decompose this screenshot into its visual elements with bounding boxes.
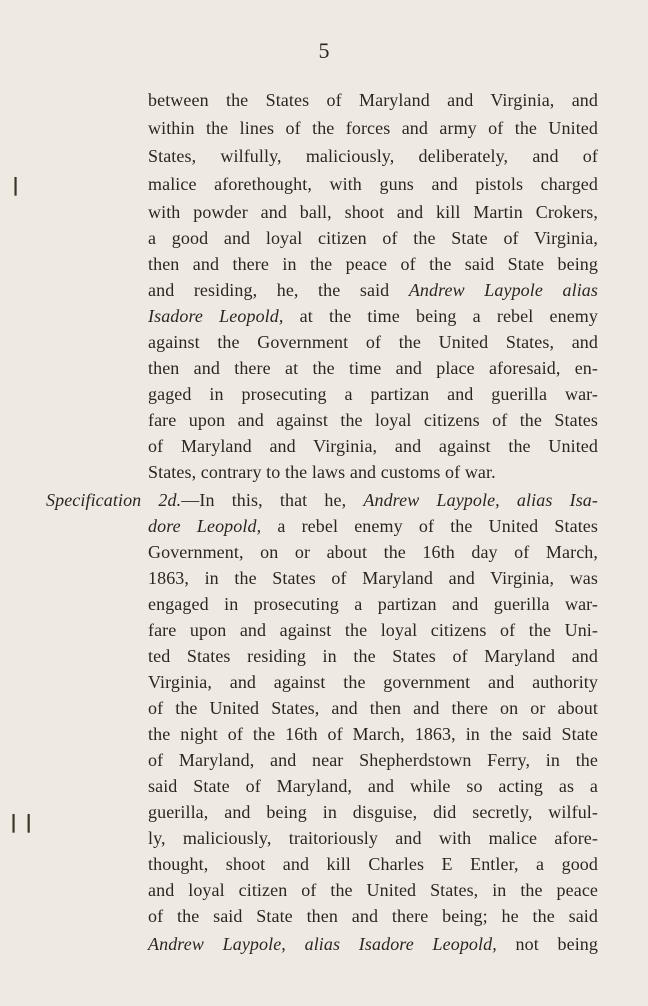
text-line: of Maryland and Virginia, and against the United	[148, 436, 598, 456]
text-line: malice aforethought, with guns and pistols charged	[148, 174, 598, 194]
text-line: gaged in prosecuting a partizan and guerilla war-	[148, 384, 598, 404]
text-line: of the United States, and then and there on or about	[148, 698, 598, 718]
text-line: engaged in prosecuting a partizan and guerilla war-	[148, 594, 598, 614]
text-line: ted States residing in the States of Maryland and	[148, 646, 598, 666]
specification-label: Specification 2d.	[46, 490, 182, 510]
defendant-name: Andrew Laypole alias	[408, 280, 598, 300]
text-line: 1863, in the States of Maryland and Virginia, was	[148, 568, 598, 588]
text-line	[148, 932, 598, 956]
text-line: the night of the 16th of March, 1863, in the said State	[148, 724, 598, 744]
text-line: fare upon and against the loyal citizens of the Uni-	[148, 620, 598, 640]
text-line: and loyal citizen of the United States, in the peace	[148, 880, 598, 900]
text-segment: —In this, that he,	[181, 490, 364, 510]
text-line: said State of Maryland, and while so acting as a	[148, 776, 598, 796]
text-line	[148, 514, 598, 538]
text-line: of Maryland, and near Shepherdstown Ferry, in the	[148, 750, 598, 770]
text-line	[148, 304, 598, 328]
text-segment: at the time being a rebel enemy	[283, 306, 598, 326]
specification-heading-line	[46, 488, 598, 512]
margin-mark-bottom: ❘❘	[6, 812, 37, 832]
margin-mark-top: ❘	[8, 175, 24, 195]
text-line: between the States of Maryland and Virginia, and	[148, 90, 598, 110]
text-line: against the Government of the United States, and	[148, 332, 598, 352]
text-line: then and there in the peace of the said State being	[148, 254, 598, 274]
defendant-name: Andrew Laypole, alias Isadore Leopold,	[148, 934, 497, 954]
text-line: Virginia, and against the government and authority	[148, 672, 598, 692]
text-line: of the said State then and there being; he the said	[148, 906, 598, 926]
defendant-alias: Isadore Leopold,	[148, 306, 284, 326]
defendant-name: Andrew Laypole, alias Isa-	[363, 490, 598, 510]
text-line: guerilla, and being in disguise, did secretly, wilful-	[148, 802, 598, 822]
defendant-alias: dore Leopold,	[148, 516, 262, 536]
page-number: 5	[318, 38, 330, 63]
text-line: a good and loyal citizen of the State of Virginia,	[148, 228, 598, 248]
text-line: ly, maliciously, traitoriously and with malice afore-	[148, 828, 598, 848]
text-line: fare upon and against the loyal citizens of the States	[148, 410, 598, 430]
text-line	[148, 278, 598, 302]
text-line: States, contrary to the laws and customs of war.	[148, 462, 496, 482]
text-line: then and there at the time and place aforesaid, en-	[148, 358, 598, 378]
text-line: States, wilfully, maliciously, deliberately, and of	[148, 146, 598, 166]
text-line: Government, on or about the 16th day of March,	[148, 542, 598, 562]
text-line: with powder and ball, shoot and kill Martin Crokers,	[148, 202, 598, 222]
text-segment: and residing, he, the said	[148, 280, 409, 300]
text-line: within the lines of the forces and army of the United	[148, 118, 598, 138]
text-line: thought, shoot and kill Charles E Entler, a good	[148, 854, 598, 874]
text-segment: not being	[496, 934, 599, 954]
text-segment: a rebel enemy of the United States	[261, 516, 598, 536]
